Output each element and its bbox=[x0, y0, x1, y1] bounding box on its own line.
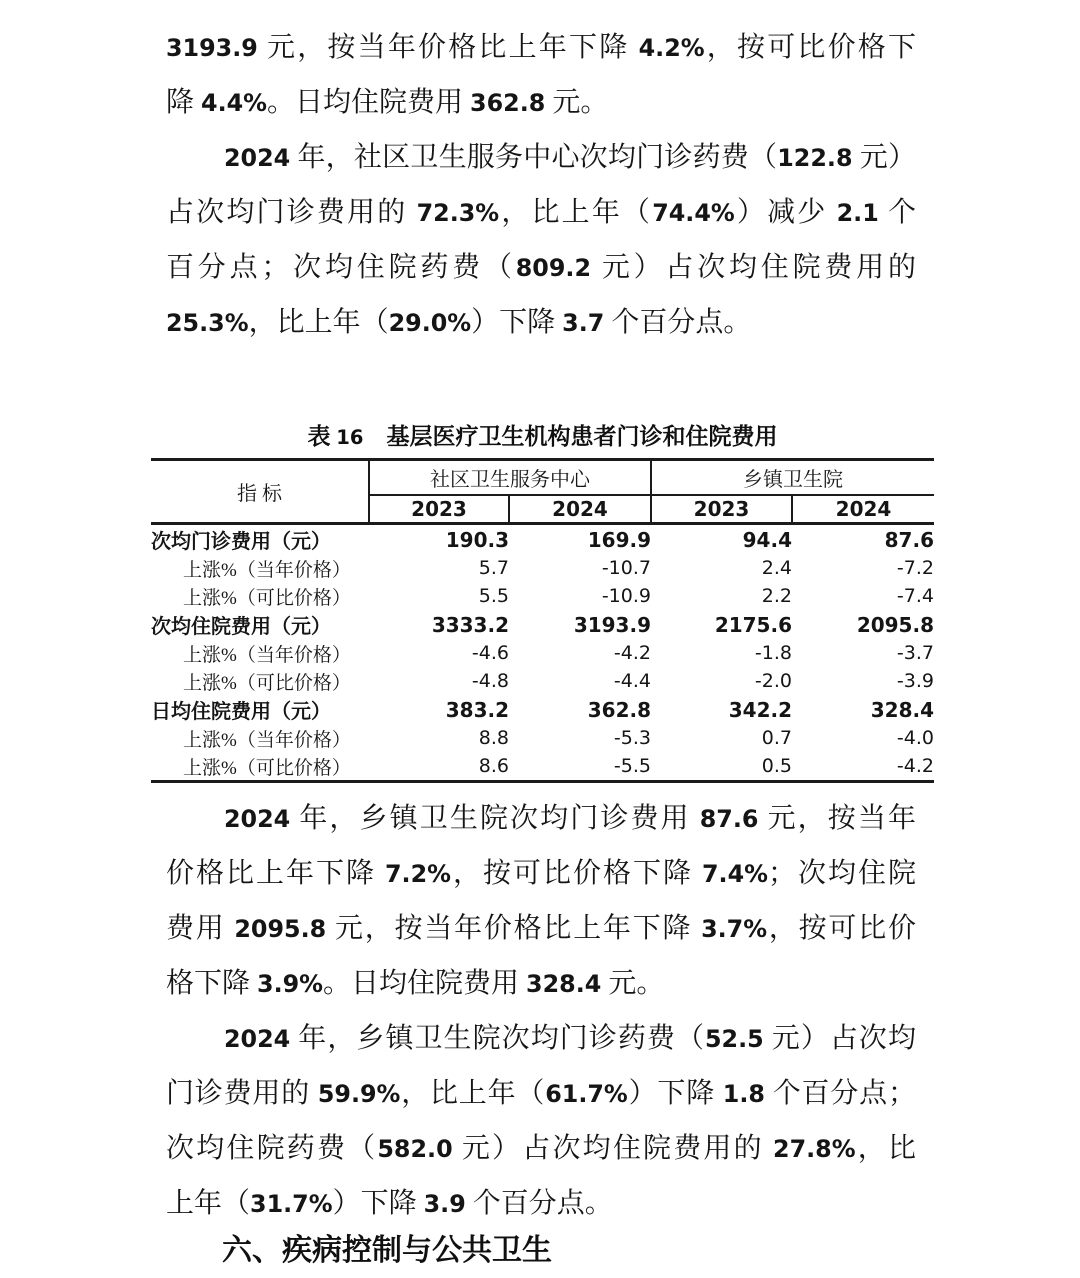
table-cell: 3333.2 bbox=[431, 612, 509, 637]
row-label: 上涨%（可比价格） bbox=[183, 587, 351, 609]
paragraph-line: 百分点；次均住院药费（809.2 元）占次均住院费用的 bbox=[166, 252, 916, 283]
table-cell: 362.8 bbox=[587, 697, 651, 722]
table-cell: 383.2 bbox=[445, 697, 509, 722]
table-header-year: 2023 bbox=[369, 495, 509, 524]
table-cell: 87.6 bbox=[884, 527, 934, 552]
table-row bbox=[151, 695, 934, 724]
table-cell: -4.2 bbox=[613, 642, 651, 664]
table-header-row-groups bbox=[151, 460, 934, 496]
paragraph-line: 上年（31.7%）下降 3.9 个百分点。 bbox=[166, 1188, 613, 1219]
paragraph-line: 2024 年，乡镇卫生院次均门诊药费（52.5 元）占次均 bbox=[224, 1023, 916, 1054]
table-cell: 0.5 bbox=[761, 755, 792, 777]
table-cell: -5.5 bbox=[613, 755, 651, 777]
table-cell: 190.3 bbox=[445, 527, 509, 552]
table-row bbox=[151, 582, 934, 610]
table-cell: 0.7 bbox=[761, 727, 792, 749]
table-cell: 169.9 bbox=[587, 527, 651, 552]
paragraph-line: 降 4.4%。日均住院费用 362.8 元。 bbox=[166, 87, 609, 118]
table-header-year: 2024 bbox=[509, 495, 651, 524]
table-cell: -5.3 bbox=[613, 727, 651, 749]
table-cell: 8.6 bbox=[478, 755, 509, 777]
table-header-year: 2023 bbox=[651, 495, 792, 524]
row-label: 次均住院费用（元） bbox=[151, 616, 331, 638]
row-label: 上涨%（可比价格） bbox=[183, 672, 351, 694]
table-cell: 94.4 bbox=[742, 527, 792, 552]
table-cell: -10.7 bbox=[601, 557, 651, 579]
row-label: 上涨%（当年价格） bbox=[183, 644, 351, 666]
table-cell: 5.5 bbox=[478, 585, 509, 607]
row-label: 次均门诊费用（元） bbox=[151, 531, 331, 553]
table-cell: 328.4 bbox=[870, 697, 934, 722]
paragraph-line: 次均住院药费（582.0 元）占次均住院费用的 27.8%，比 bbox=[166, 1133, 916, 1164]
table-title: 表 16 基层医疗卫生机构患者门诊和住院费用 bbox=[307, 424, 778, 449]
table-row bbox=[151, 752, 934, 782]
table-cell: 3193.9 bbox=[573, 612, 651, 637]
paragraph-line: 价格比上年下降 7.2%，按可比价格下降 7.4%；次均住院 bbox=[166, 858, 916, 889]
table-cell: -7.4 bbox=[896, 585, 934, 607]
table-row bbox=[151, 639, 934, 667]
table-cell: -4.8 bbox=[471, 670, 509, 692]
table-cell: -4.6 bbox=[471, 642, 509, 664]
section-heading: 六、疾病控制与公共卫生 bbox=[222, 1234, 552, 1267]
row-label: 日均住院费用（元） bbox=[151, 701, 331, 723]
table-cell: -3.7 bbox=[896, 642, 934, 664]
paragraph-line: 2024 年，乡镇卫生院次均门诊费用 87.6 元，按当年 bbox=[224, 803, 916, 834]
table-cell: -4.0 bbox=[896, 727, 934, 749]
row-label: 上涨%（当年价格） bbox=[183, 729, 351, 751]
paragraph-line: 25.3%，比上年（29.0%）下降 3.7 个百分点。 bbox=[166, 307, 752, 338]
table-header-year: 2024 bbox=[792, 495, 934, 524]
table-row bbox=[151, 724, 934, 752]
table-cell: 2175.6 bbox=[714, 612, 792, 637]
table-cell: 2095.8 bbox=[856, 612, 934, 637]
table-cell: -4.2 bbox=[896, 755, 934, 777]
paragraph-line: 格下降 3.9%。日均住院费用 328.4 元。 bbox=[166, 968, 665, 999]
table-row bbox=[151, 524, 934, 555]
table-cell: -1.8 bbox=[754, 642, 792, 664]
paragraph-line: 门诊费用的 59.9%，比上年（61.7%）下降 1.8 个百分点； bbox=[166, 1078, 916, 1109]
table-row bbox=[151, 610, 934, 639]
table-cell: 2.4 bbox=[761, 557, 792, 579]
table-row bbox=[151, 667, 934, 695]
table-cell: -2.0 bbox=[754, 670, 792, 692]
paragraph-line: 3193.9 元，按当年价格比上年下降 4.2%，按可比价格下 bbox=[166, 32, 916, 63]
table-cell: 8.8 bbox=[478, 727, 509, 749]
table-cell: -10.9 bbox=[601, 585, 651, 607]
row-label: 上涨%（当年价格） bbox=[183, 559, 351, 581]
table-header-group-township-hospital: 乡镇卫生院 bbox=[651, 460, 934, 496]
table-16 bbox=[151, 458, 934, 783]
table-header-indicator: 指 标 bbox=[151, 460, 369, 524]
table-cell: -4.4 bbox=[613, 670, 651, 692]
paragraph bbox=[166, 130, 916, 350]
table-cell: -3.9 bbox=[896, 670, 934, 692]
table-cell: 5.7 bbox=[478, 557, 509, 579]
paragraph-line: 2024 年，社区卫生服务中心次均门诊药费（122.8 元） bbox=[224, 142, 916, 173]
paragraph-line: 费用 2095.8 元，按当年价格比上年下降 3.7%，按可比价 bbox=[166, 913, 916, 944]
row-label: 上涨%（可比价格） bbox=[183, 757, 351, 779]
paragraph bbox=[166, 791, 916, 1011]
table-row bbox=[151, 554, 934, 582]
paragraph bbox=[166, 1011, 916, 1231]
paragraph-line: 占次均门诊费用的 72.3%，比上年（74.4%）减少 2.1 个 bbox=[166, 197, 916, 228]
table-header-group-community-center: 社区卫生服务中心 bbox=[369, 460, 651, 496]
table-cell: 2.2 bbox=[761, 585, 792, 607]
table-cell: -7.2 bbox=[896, 557, 934, 579]
table-16-block bbox=[151, 420, 934, 783]
paragraph bbox=[166, 20, 916, 130]
table-cell: 342.2 bbox=[728, 697, 792, 722]
